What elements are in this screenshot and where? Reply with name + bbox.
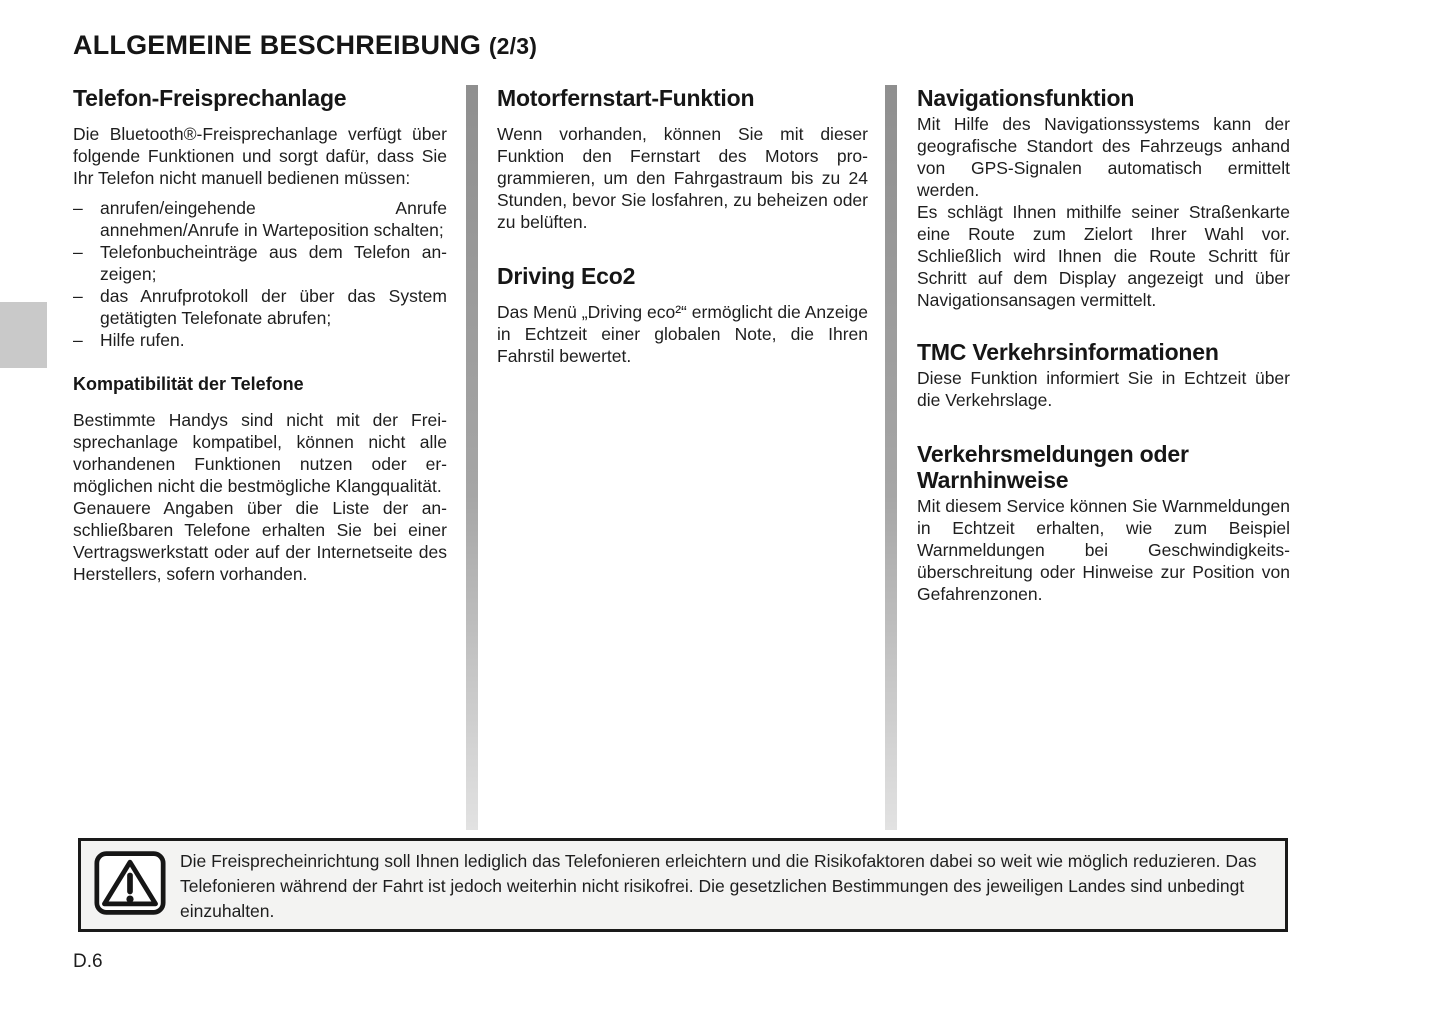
list-item-text: das Anrufprotokoll der über das System getätigten Telefonate abrufen; <box>100 286 447 328</box>
dash-bullet: – <box>73 198 83 218</box>
column-navigation <box>917 85 1290 605</box>
column-divider <box>885 85 897 830</box>
page-title-suffix: (2/3) <box>488 33 538 59</box>
page-title <box>73 30 537 61</box>
section-edge-tab <box>0 302 47 368</box>
list-item <box>73 329 447 351</box>
list-item-text: Hilfe rufen. <box>100 330 185 350</box>
dash-bullet: – <box>73 286 83 306</box>
kompatibilitaet-paragraph-1: Bestimmte Handys sind nicht mit der Freisprechanlage kompatibel, können nicht alle vorhandenen Funktionen nutzen oder ermöglichen nicht die bestmögliche Klangqualität. <box>73 410 447 496</box>
dash-bullet: – <box>73 330 83 350</box>
column-motorfernstart <box>497 85 868 367</box>
navigation-paragraph-1: Mit Hilfe des Navigationssystems kann der geografische Standort des Fahrzeugs anhand von GPS-Signalen automatisch ermittelt werden. <box>917 114 1290 200</box>
list-item <box>73 241 447 285</box>
list-item-text: anrufen/eingehende Anrufe annehmen/Anrufe in Warteposition schalten; <box>100 198 447 240</box>
kompatibilitaet-paragraph-2: Genauere Angaben über die Liste der anschließbaren Telefone erhalten Sie bei einer Vertragswerkstatt oder auf der Internetseite des Herstellers, sofern vorhanden. <box>73 498 447 584</box>
list-item <box>73 197 447 241</box>
telefon-intro-paragraph: Die Bluetooth®-Freisprechanlage verfügt über folgende Funktionen und sorgt dafür, dass Sie Ihr Telefon nicht manuell bedienen müssen: <box>73 124 447 188</box>
page-number: D.6 <box>73 951 103 972</box>
heading-tmc-verkehrsinformationen: TMC Verkehrsinformationen <box>917 339 1219 365</box>
column-divider <box>466 85 478 830</box>
verkehrsmeldungen-paragraph: Mit diesem Service können Sie Warnmeldungen in Echtzeit erhalten, wie zum Beispiel Warnmeldungen bei Geschwindigkeitsüberschreitung oder Hinweise zur Position von Gefahrenzonen. <box>917 496 1290 604</box>
heading-kompatibilitaet: Kompatibilität der Telefone <box>73 374 304 394</box>
heading-telefon-freisprechanlage: Telefon-Freisprechanlage <box>73 85 347 111</box>
tmc-paragraph: Diese Funktion informiert Sie in Echtzeit über die Verkehrslage. <box>917 368 1290 410</box>
list-item <box>73 285 447 329</box>
telefon-feature-list <box>73 197 447 351</box>
warning-box <box>78 838 1288 932</box>
driving-eco2-paragraph: Das Menü „Driving eco²“ ermöglicht die Anzeige in Echtzeit einer globalen Note, die Ihren Fahrstil bewertet. <box>497 302 868 366</box>
list-item-text: Telefonbucheinträge aus dem Telefon anzeigen; <box>100 242 447 284</box>
motorfernstart-paragraph: Wenn vorhanden, können Sie mit dieser Funktion den Fernstart des Motors programmieren, um den Fahrgastraum bis zu 24 Stunden, bevor Sie losfahren, zu beheizen oder zu belüften. <box>497 124 868 232</box>
heading-navigationsfunktion: Navigationsfunktion <box>917 85 1135 111</box>
dash-bullet: – <box>73 242 83 262</box>
heading-driving-eco2: Driving Eco2 <box>497 263 636 289</box>
heading-motorfernstart: Motorfernstart-Funktion <box>497 85 755 111</box>
navigation-paragraph-2: Es schlägt Ihnen mithilfe seiner Straßenkarte eine Route zum Zielort Ihrer Wahl vor. Schließlich wird Ihnen die Route Schritt für Schritt auf dem Display angezeigt und über Navigationsansagen vermittelt. <box>917 202 1290 310</box>
column-telefon-freisprechanlage <box>73 85 447 585</box>
warning-text: Die Freisprecheinrichtung soll Ihnen lediglich das Telefonieren erleichtern und die Risikofaktoren dabei so weit wie möglich reduzieren. Das Telefonieren während der Fahrt ist jedoch weiterhin nicht risikofrei. Die gesetzlichen Bestimmungen des jeweiligen Landes sind unbedingt einzuhalten. <box>180 851 1257 921</box>
page-title-text: ALLGEMEINE BESCHREIBUNG <box>73 30 482 60</box>
warning-triangle-icon <box>94 850 166 916</box>
heading-verkehrsmeldungen: Verkehrsmeldungen oder Warnhinweise <box>917 441 1189 493</box>
